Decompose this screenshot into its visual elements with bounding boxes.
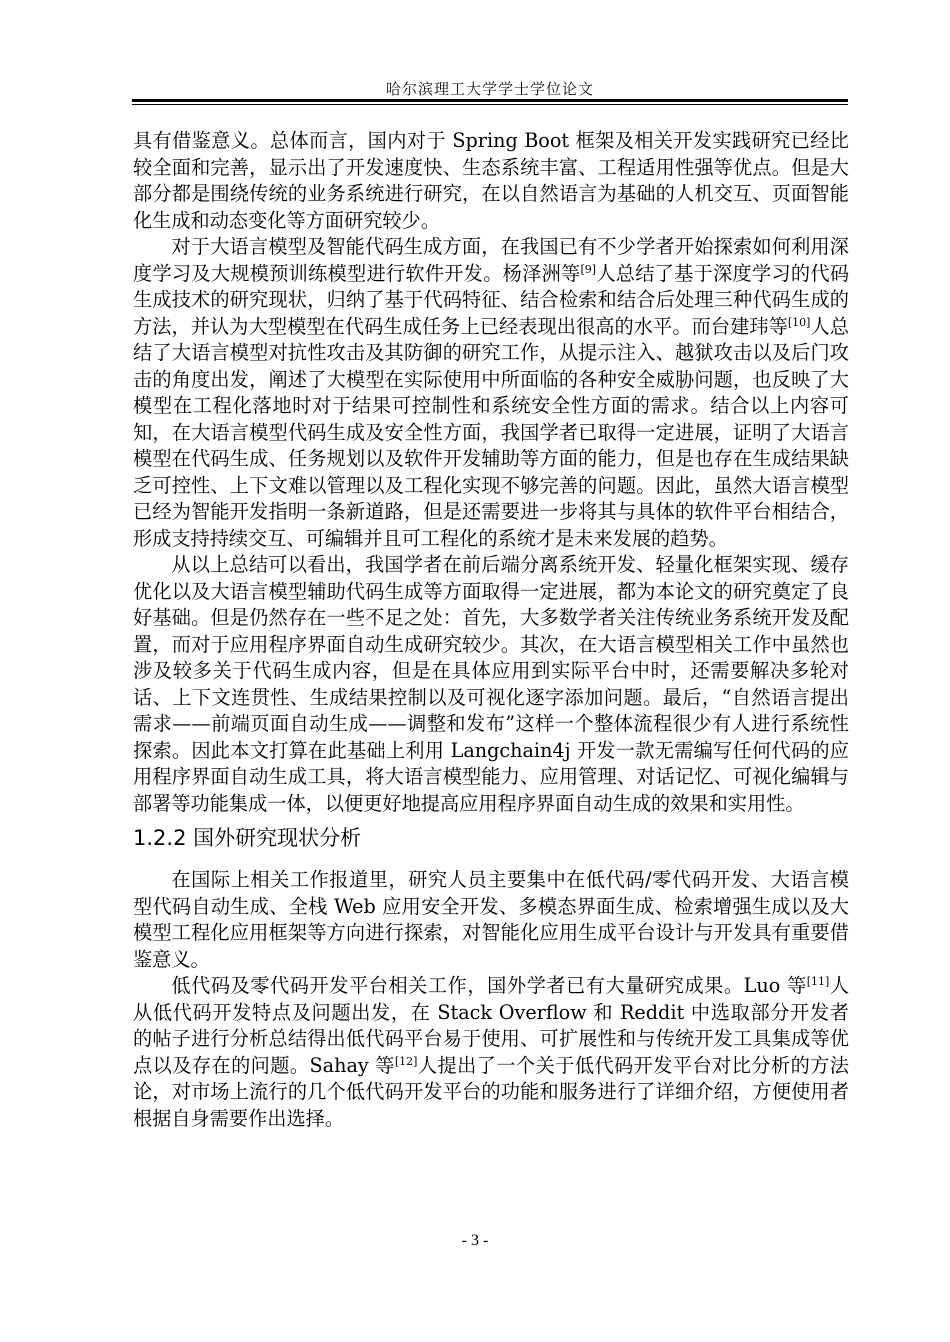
citation-10: [10] [787,315,811,329]
paragraph-2-part-c: 人总结了大语言模型对抗性攻击及其防御的研究工作，从提示注入、越狱攻击以及后门攻击的角度出发，阐述了大模型在实际使用中所面临的各种安全威胁问题，也反映了大模型在工程化落地时对于结果可控制性和系统安全性方面的需求。结合以上内容可知，在大语言模型代码生成及安全性方面，我国学者已取得一定进展，证明了大语言模型在代码生成、任务规划以及软件开发辅助等方面的能力，但是也存在生成结果缺乏可控性、上下文难以管理以及工程化实现不够完善的问题。因此，虽然大语言模型已经为智能开发指明一条新道路，但是还需要进一步将其与具体的软件平台相结合，形成支持持续交互、可编辑并且可工程化的系统才是未来发展的趋势。 [133,314,850,550]
header-rule-thick [132,99,848,102]
paragraph-2-part-a: 对于大语言模型及智能代码生成方面，在我国已有不少学者开始探索如何利用深度学习及大规模预训练模型进行软件开发。杨泽洲等 [133,235,849,285]
paragraph-2 [133,234,849,552]
paragraph-3: 从以上总结可以看出，我国学者在前后端分离系统开发、轻量化框架实现、缓存优化以及大语言模型辅助代码生成等方面取得一定进展，都为本论文的研究奠定了良好基础。但是仍然存在一些不足之处：首先，大多数学者关注传统业务系统开发及配置，而对于应用程序界面自动生成研究较少。其次，在大语言模型相关工作中虽然也涉及较多关于代码生成内容，但是在具体应用到实际平台中时，还需要解决多轮对话、上下文连贯性、生成结果控制以及可视化逐字添加问题。最后，“自然语言提出需求——前端页面自动生成——调整和发布”这样一个整体流程很少有人进行系统性探索。因此本文打算在此基础上利用 Langchain4j 开发一款无需编写任何代码的应用程序界面自动生成工具，将大语言模型能力、应用管理、对话记忆、可视化编辑与部署等功能集成一体，以便更好地提高应用程序界面自动生成的效果和实用性。 [133,553,849,815]
section-heading-1-2-2: 1.2.2 国外研究现状分析 [133,826,362,850]
citation-11: [11] [806,975,830,988]
paragraph-5 [133,973,849,1132]
page-number: - 3 - [461,1232,489,1249]
paragraph-5-part-a: 低代码及零代码开发平台相关工作，国外学者已有大量研究成果。Luo 等 [171,974,807,997]
paragraph-1: 具有借鉴意义。总体而言，国内对于 Spring Boot 框架及相关开发实践研究已经比较全面和完善，显示出了开发速度快、生态系统丰富、工程适用性强等优点。但是大部分都是围绕传统的业务系统进行研究，在以自然语言为基础的人机交互、页面智能化生成和动态变化等方面研究较少。 [133,129,849,232]
paragraph-2-part-b: 人总结了基于深度学习的代码生成技术的研究现状，归纳了基于代码特征、结合检索和结合后处理三种代码生成的方法，并认为大型模型在代码生成任务上已经表现出很高的水平。而台建玮等 [133,261,850,338]
body-text [133,128,849,1132]
paragraph-5-part-b: 人从低代码开发特点及问题出发，在 Stack Overflow 和 Reddit 中选取部分开发者的帖子进行分析总结得出低代码平台易于使用、可扩展性和与传统开发工具集成等优点以及存在的问题。Sahay 等 [133,974,850,1077]
running-header: 哈尔滨理工大学学士学位论文 [385,80,594,98]
citation-9: [9] [580,262,597,276]
citation-12: [12] [394,1054,418,1068]
paragraph-5-part-c: 人提出了一个关于低代码开发平台对比分析的方法论，对市场上流行的几个低代码开发平台的功能和服务进行了详细介绍，方便使用者根据自身需要作出选择。 [133,1053,849,1130]
header-rule-thin [132,104,848,105]
paragraph-4: 在国际上相关工作报道里，研究人员主要集中在低代码/零代码开发、大语言模型代码自动生成、全栈 Web 应用安全开发、多模态界面生成、检索增强生成以及大模型工程化应用框架等方向进行探索，对智能化应用生成平台设计与开发具有重要借鉴意义。 [133,868,849,971]
